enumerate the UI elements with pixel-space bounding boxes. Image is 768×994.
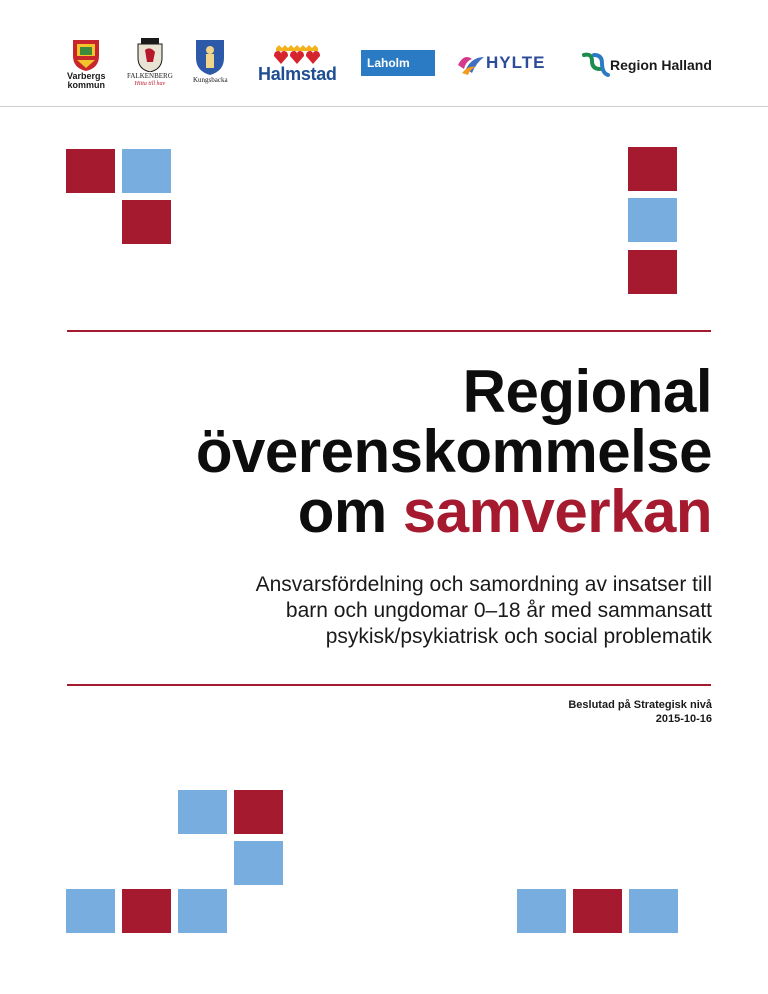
kungsbacka-logo: [193, 38, 228, 85]
region-halland-wave-icon: [580, 51, 610, 79]
document-subtitle: [256, 572, 712, 650]
region-halland-name: Region Halland: [610, 57, 712, 73]
decision-info: [568, 698, 712, 726]
title-line3-prefix: om: [297, 478, 387, 545]
subtitle-line2: barn och ungdomar 0–18 år med sammansatt: [285, 599, 712, 622]
region-halland-logo: [580, 51, 712, 79]
bottom-divider: [67, 684, 711, 686]
falkenberg-logo: [127, 38, 173, 87]
title-line3-accent: samverkan: [402, 478, 712, 545]
logo-bar: [0, 0, 768, 107]
hylte-logo: [456, 51, 545, 75]
varberg-name-line1: Varbergs: [67, 71, 106, 81]
decor-square-blue: [178, 790, 227, 834]
decor-square-red: [628, 147, 677, 191]
decor-square-red: [122, 889, 171, 933]
subtitle-line3: psykisk/psykiatrisk och social problematik: [325, 625, 712, 648]
decor-square-red: [628, 250, 677, 294]
halmstad-logo: [258, 45, 337, 83]
title-line1: Regional: [462, 358, 712, 425]
varberg-shield-icon: [71, 38, 101, 72]
hylte-name: HYLTE: [486, 53, 546, 72]
halmstad-name: Halmstad: [258, 64, 337, 84]
decor-square-blue: [517, 889, 566, 933]
falkenberg-name: FALKENBERG: [127, 72, 173, 80]
kungsbacka-shield-icon: [194, 38, 226, 76]
falkenberg-shield-icon: [136, 38, 164, 72]
document-title: [195, 358, 712, 545]
decor-square-blue: [628, 198, 677, 242]
varberg-name-line2: kommun: [67, 80, 106, 90]
decor-square-blue: [234, 841, 283, 885]
decor-square-red: [122, 200, 171, 244]
top-divider: [67, 330, 711, 332]
decision-date: 2015-10-16: [655, 713, 712, 725]
decor-square-red: [66, 149, 115, 193]
title-line3: [196, 478, 712, 545]
laholm-name: Laholm: [367, 56, 410, 70]
decor-square-blue: [66, 889, 115, 933]
falkenberg-tagline: Hitta till hav: [134, 81, 166, 87]
decor-square-blue: [178, 889, 227, 933]
decor-square-blue: [122, 149, 171, 193]
subtitle-line1: Ansvarsfördelning och samordning av insatser till: [255, 573, 712, 596]
laholm-logo: [361, 50, 435, 76]
hearts-crown-icon: [272, 45, 322, 65]
decor-square-blue: [629, 889, 678, 933]
decor-square-red: [573, 889, 622, 933]
kungsbacka-name: Kungsbacka: [193, 76, 228, 84]
decor-square-red: [234, 790, 283, 834]
hylte-bird-icon: [456, 51, 486, 75]
varbergs-kommun-logo: [67, 38, 106, 90]
decision-label: Beslutad på Strategisk nivå: [568, 699, 712, 711]
title-line2: överenskommelse: [195, 418, 712, 485]
